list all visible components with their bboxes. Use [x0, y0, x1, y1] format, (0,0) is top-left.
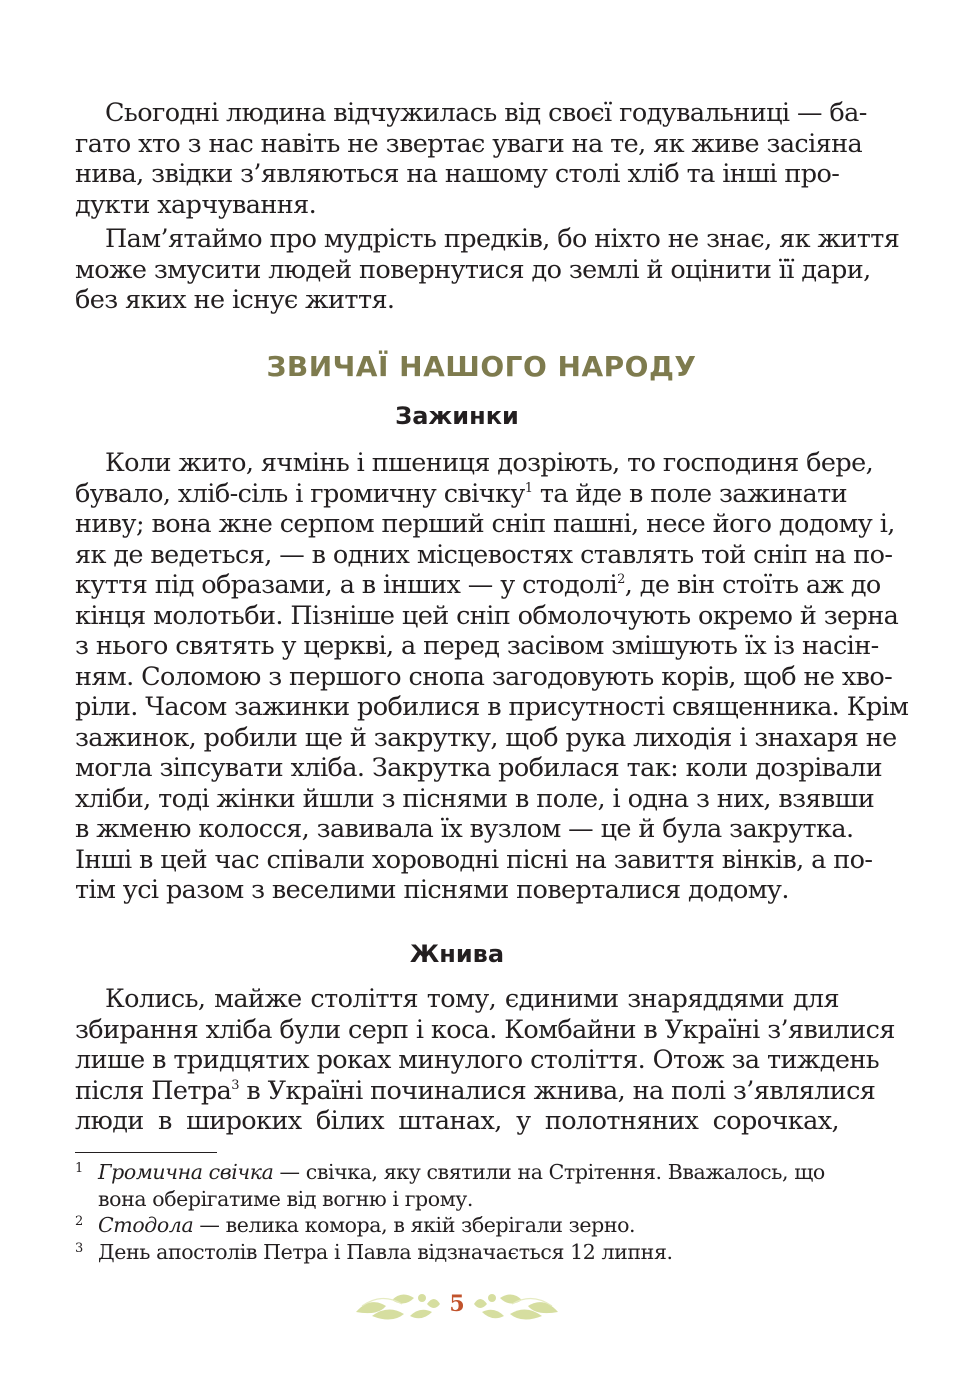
- text-line: [75, 1075, 876, 1107]
- footnote-definition: — свічка, яку святили на Стрітення. Вважалось, що: [273, 1160, 825, 1184]
- footnote-separator: [75, 1152, 217, 1153]
- text-line: гато хто з нас навіть не звертає уваги на те, як живе засіяна: [75, 128, 863, 159]
- text-line: Інші в цей час співали хороводні пісні на завиття вінків, а по-: [75, 844, 873, 875]
- text-line: [75, 478, 848, 510]
- text-line: ниву; вона жне серпом перший сніп пашні, несе його додому і,: [75, 509, 895, 539]
- text-line: хліби, тоді жінки йшли з піснями в поле, і одна з них, взявши: [75, 783, 875, 814]
- zazhynky-paragraph: [75, 448, 909, 906]
- text-fragment: куття під образами, а в інших — у стодолі: [75, 570, 618, 600]
- text-fragment: після Петра: [75, 1075, 232, 1106]
- text-fragment: в Україні починалися жнива, на полі з’являлися: [238, 1075, 876, 1106]
- text-line: могла зіпсувати хліба. Закрутка робилася так: коли дозрівали: [75, 753, 883, 783]
- footnote-ref-3: 3: [231, 1077, 239, 1093]
- subtitle-zhnyva: Жнива: [409, 940, 505, 968]
- text-line: збирання хліба були серп і коса. Комбайни в Україні з’явилися: [75, 1014, 895, 1045]
- text-line: люди в широких білих штанах, у полотняних сорочках,: [75, 1106, 839, 1136]
- text-line: тім усі разом з веселими піснями поверталися додому.: [75, 875, 789, 905]
- footnote-definition: — велика комора, в якій зберігали зерно.: [193, 1213, 636, 1237]
- text-line: зажинок, робили ще й закрутку, щоб рука лиходія і знахаря не: [75, 722, 897, 753]
- footnote-term: Стодола: [98, 1213, 194, 1237]
- text-fragment: та йде в поле зажинати: [532, 478, 848, 509]
- text-line: Коли жито, ячмінь і пшениця дозріють, то господиня бере,: [105, 448, 874, 478]
- text-line: Сьогодні людина відчужилась від своєї годувальниці — ба-: [105, 98, 867, 128]
- text-line: нива, звідки з’являються на нашому столі хліб та інші про-: [75, 159, 840, 189]
- footnote-number: 2: [75, 1214, 83, 1229]
- intro-paragraph-1: [75, 98, 867, 220]
- text-line: ріли. Часом зажинки робилися в присутності священника. Крім: [75, 692, 909, 722]
- footnote-text: [98, 1159, 848, 1213]
- footnote-term: Громична свічка: [98, 1160, 274, 1184]
- text-line: дукти харчування.: [75, 189, 317, 220]
- footnote-text: [98, 1212, 848, 1239]
- footnote-ref-1: 1: [524, 480, 533, 496]
- footnote-definition-cont: вона оберігатиме від вогню і грому.: [98, 1187, 474, 1211]
- text-line: Колись, майже століття тому, єдиними знаряддями для: [105, 984, 839, 1014]
- footnote-number: 1: [75, 1161, 83, 1176]
- footnote-definition: День апостолів Петра і Павла відзначається 12 липня.: [98, 1240, 673, 1264]
- text-line: Пам’ятаймо про мудрість предків, бо ніхто не знає, як життя: [105, 224, 900, 254]
- text-line: без яких не існує життя.: [75, 285, 395, 315]
- footnote-ref-2: 2: [617, 572, 625, 587]
- footnote-number: 3: [75, 1241, 83, 1256]
- text-line: [75, 570, 881, 601]
- text-line: в жменю колосся, завивала їх вузлом — це й була закрутка.: [75, 814, 854, 844]
- text-line: ням. Соломою з першого снопа загодовують корів, щоб не хво-: [75, 661, 893, 692]
- zhnyva-paragraph: [75, 984, 895, 1137]
- text-line: як де ведеться, — в одних місцевостях ставлять той сніп на по-: [75, 539, 893, 570]
- section-title: ЗВИЧАЇ НАШОГО НАРОДУ: [266, 350, 697, 383]
- subtitle-zazhynky: Зажинки: [395, 402, 519, 430]
- text-line: лише в тридцятих роках минулого століття. Отож за тиждень: [75, 1045, 880, 1075]
- text-fragment: , де він стоїть аж до: [624, 570, 881, 600]
- text-line: з нього святять у церкві, а перед засівом змішують їх із насін-: [75, 631, 879, 661]
- text-line: може змусити людей повернутися до землі й оцінити її дари,: [75, 254, 871, 285]
- page-number: 5: [449, 1291, 465, 1317]
- text-line: кінця молотьби. Пізніше цей сніп обмолочують окремо й зерна: [75, 600, 899, 631]
- footnote-text: [98, 1239, 848, 1266]
- text-fragment: бувало, хліб-сіль і громичну свічку: [75, 478, 525, 509]
- intro-paragraph-2: [75, 224, 900, 316]
